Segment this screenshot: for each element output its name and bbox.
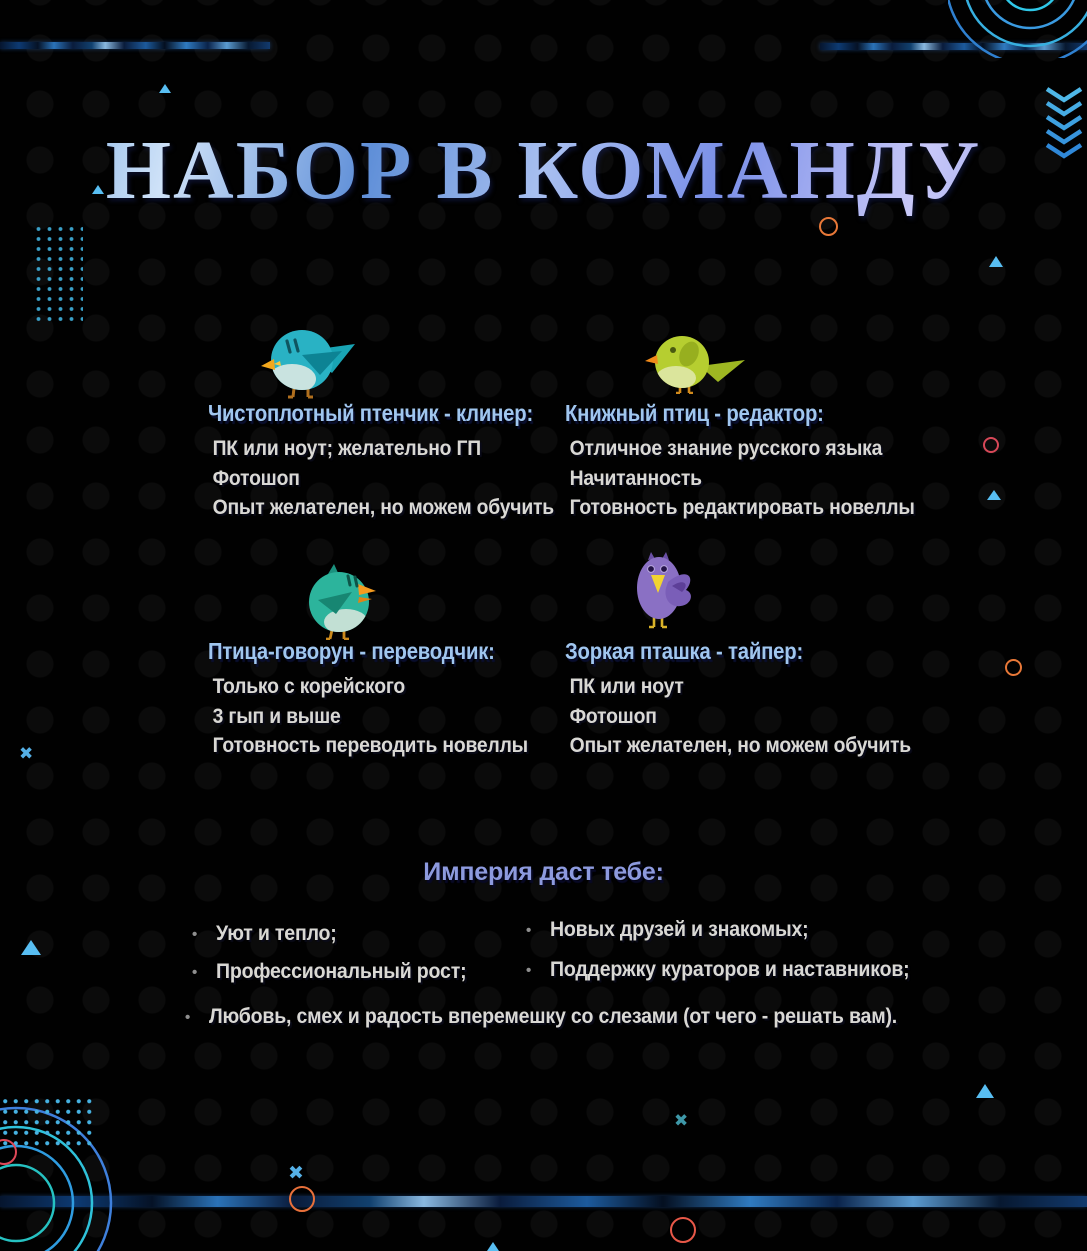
bullet-icon: • bbox=[192, 964, 198, 981]
role-heading: Зоркая пташка - тайпер: bbox=[565, 638, 804, 664]
bullet-icon: • bbox=[192, 926, 198, 943]
circle-outline-icon bbox=[819, 217, 838, 236]
role-requirement: ПК или ноут bbox=[569, 675, 684, 698]
perk-item bbox=[192, 960, 485, 986]
bullet-icon: • bbox=[185, 1009, 191, 1026]
perks-heading: Империя даст тебе: bbox=[423, 858, 664, 886]
teal-bird-icon bbox=[258, 327, 358, 399]
triangle-icon bbox=[485, 1242, 501, 1251]
dot-grid-top-left-icon bbox=[33, 224, 83, 324]
role-requirement: Фотошоп bbox=[212, 466, 300, 490]
dot-grid-bottom-left-icon bbox=[0, 1096, 94, 1150]
role-heading: Птица-говорун - переводчик: bbox=[208, 638, 495, 664]
perk-item bbox=[526, 918, 828, 944]
perk-text: Профессиональный рост; bbox=[216, 960, 467, 983]
role-card-typer bbox=[565, 638, 925, 761]
role-requirement: Фотошоп bbox=[569, 704, 657, 728]
perk-text: Новых друзей и знакомых; bbox=[550, 918, 809, 941]
role-requirement: Только с корейского bbox=[212, 675, 406, 698]
role-requirement: Опыт желателен, но можем обучить bbox=[212, 496, 554, 519]
x-mark-icon: ✖ bbox=[288, 1162, 304, 1184]
role-requirement: ПК или ноут; желательно ГП bbox=[212, 437, 481, 460]
perk-text: Поддержку кураторов и наставников; bbox=[550, 958, 910, 981]
role-requirement: Готовность переводить новеллы bbox=[212, 734, 528, 757]
bullet-icon: • bbox=[526, 922, 532, 939]
perk-item bbox=[526, 958, 937, 984]
triangle-icon bbox=[21, 940, 41, 955]
role-requirement: Отличное знание русского языка bbox=[569, 437, 883, 460]
triangle-icon bbox=[989, 256, 1003, 267]
role-heading: Чистоплотный птенчик - клинер: bbox=[208, 400, 534, 426]
role-requirement: 3 гып и выше bbox=[212, 704, 341, 728]
bullet-icon: • bbox=[526, 962, 532, 979]
triangle-icon bbox=[987, 490, 1001, 500]
role-card-editor bbox=[565, 400, 925, 523]
perk-item bbox=[185, 1005, 949, 1031]
role-card-translator bbox=[208, 638, 568, 761]
role-requirement: Опыт желателен, но можем обучить bbox=[569, 734, 911, 757]
purple-bird-icon bbox=[634, 552, 696, 630]
green-bird-icon bbox=[298, 558, 378, 640]
glitch-strip-bottom bbox=[0, 1196, 1087, 1207]
glitch-strip-top-left bbox=[0, 42, 270, 49]
x-mark-icon: ✖ bbox=[674, 1111, 689, 1131]
triangle-icon bbox=[159, 84, 171, 93]
circle-outline-icon bbox=[289, 1186, 315, 1212]
perk-text: Уют и тепло; bbox=[216, 922, 337, 945]
x-mark-icon: ✖ bbox=[19, 744, 34, 764]
lime-bird-icon bbox=[642, 332, 747, 394]
page-title: НАБОР В КОМАНДУ bbox=[0, 122, 1087, 219]
circle-outline-icon bbox=[670, 1217, 696, 1243]
triangle-icon bbox=[976, 1084, 994, 1098]
role-requirement: Готовность редактировать новеллы bbox=[569, 496, 915, 519]
perk-text: Любовь, смех и радость вперемешку со слезами (от чего - решать вам). bbox=[209, 1005, 898, 1028]
concentric-circles-top-right-icon bbox=[948, 0, 1087, 58]
circle-outline-icon bbox=[983, 437, 999, 453]
role-requirement: Начитанность bbox=[569, 466, 702, 490]
role-heading: Книжный птиц - редактор: bbox=[565, 400, 824, 426]
perk-item bbox=[192, 922, 346, 948]
role-card-cleaner bbox=[208, 400, 568, 523]
circle-outline-icon bbox=[1005, 659, 1022, 676]
